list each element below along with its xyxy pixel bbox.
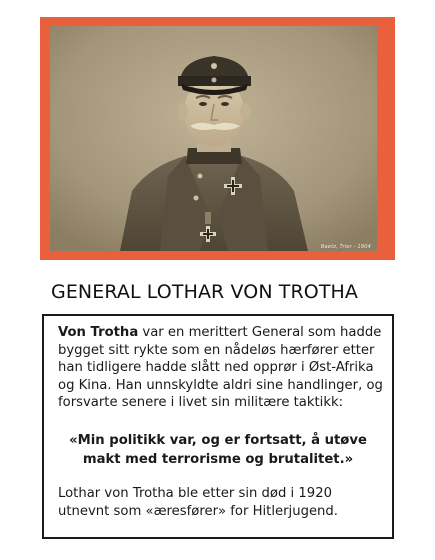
portrait-illustration [50, 26, 377, 251]
footer-paragraph: Lothar von Trotha ble etter sin død i 1920 utnevnt som «æresfører» for Hitlerjugend. [58, 486, 338, 519]
page-title: GENERAL LOTHAR VON TROTHA [51, 281, 359, 303]
photo-credit: Baetz, Trier - 1904 [320, 244, 371, 250]
portrait-photo [50, 26, 377, 251]
intro-text: var en merittert General som hadde bygget sitt rykte som en nådeløs hærfører etter han tidligere hadde slått ned opprør i Øst-Afrika og Kina. Han unnskyldte aldri sine handlinger, og forsvarte senere i livet sin militære taktikk: [58, 325, 383, 410]
intro-name: Von Trotha [58, 325, 139, 340]
photo-frame [40, 17, 395, 260]
intro-paragraph [58, 324, 386, 412]
quote-text: «Min politikk var, og er fortsatt, å utøve makt med terrorisme og brutalitet.» [69, 433, 367, 467]
